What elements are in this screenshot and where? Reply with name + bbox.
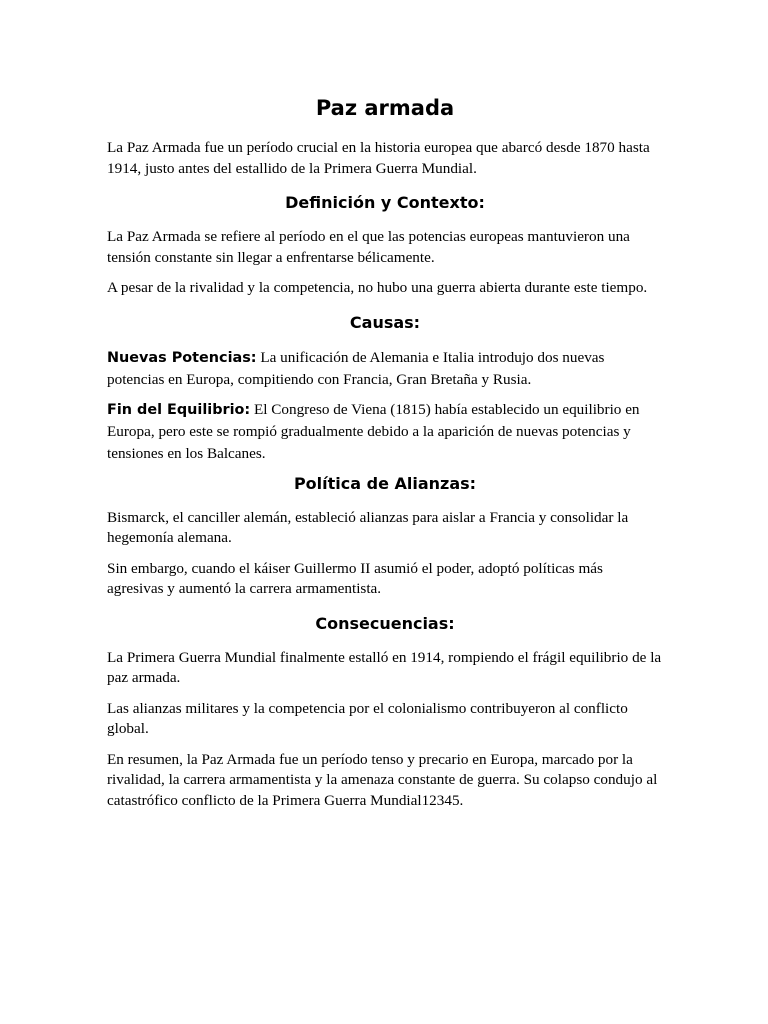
definicion-paragraph-1: La Paz Armada se refiere al período en el que las potencias europeas mantuvieron una tensión constante sin llegar a enfrentarse bélicamente. xyxy=(107,228,630,266)
document-title: Paz armada xyxy=(315,96,455,120)
section-heading-alianzas: Política de Alianzas: xyxy=(293,473,477,493)
section-definicion xyxy=(107,192,663,299)
consecuencias-paragraph-3: En resumen, la Paz Armada fue un período tenso y precario en Europa, marcado por la rivalidad, la carrera armamentista y la amenaza constante de guerra. Su colapso condujo al catastrófico conflicto de la Primera Guerra Mundial12345. xyxy=(107,750,658,809)
causa-term-fin-equilibrio: Fin del Equilibrio: xyxy=(107,401,251,418)
causa-term-nuevas-potencias: Nuevas Potencias: xyxy=(107,349,257,366)
alianzas-paragraph-1: Bismarck, el canciller alemán, estableció alianzas para aislar a Francia y consolidar la hegemonía alemana. xyxy=(107,508,629,546)
consecuencias-paragraph-2: Las alianzas militares y la competencia por el colonialismo contribuyeron al conflicto global. xyxy=(107,699,628,737)
document-body xyxy=(107,94,663,821)
section-heading-causas: Causas: xyxy=(349,312,421,332)
causa-text-nuevas-potencias: La unificación de Alemania e Italia introdujo dos nuevas potencias en Europa, compitiendo con Francia, Gran Bretaña y Rusia. xyxy=(107,348,605,388)
consecuencias-paragraph-1: La Primera Guerra Mundial finalmente estalló en 1914, rompiendo el frágil equilibrio de la paz armada. xyxy=(107,648,662,686)
section-alianzas xyxy=(107,473,663,600)
causa-text-fin-equilibrio: El Congreso de Viena (1815) había establecido un equilibrio en Europa, pero este se rompió gradualmente debido a la aparición de nuevas potencias y tensiones en los Balcanes. xyxy=(107,400,640,462)
causa-nuevas-potencias xyxy=(107,347,663,391)
causa-fin-equilibrio xyxy=(107,399,663,465)
definicion-paragraph-2: A pesar de la rivalidad y la competencia, no hubo una guerra abierta durante este tiempo. xyxy=(107,279,648,296)
section-causas xyxy=(107,312,663,465)
section-heading-consecuencias: Consecuencias: xyxy=(315,613,455,633)
section-heading-definicion: Definición y Contexto: xyxy=(285,193,485,212)
alianzas-paragraph-2: Sin embargo, cuando el káiser Guillermo II asumió el poder, adoptó políticas más agresivas y aumentó la carrera armamentista. xyxy=(107,559,603,597)
section-consecuencias xyxy=(107,613,663,812)
intro-paragraph: La Paz Armada fue un período crucial en la historia europea que abarcó desde 1870 hasta 1914, justo antes del estallido de la Primera Guerra Mundial. xyxy=(107,139,650,177)
